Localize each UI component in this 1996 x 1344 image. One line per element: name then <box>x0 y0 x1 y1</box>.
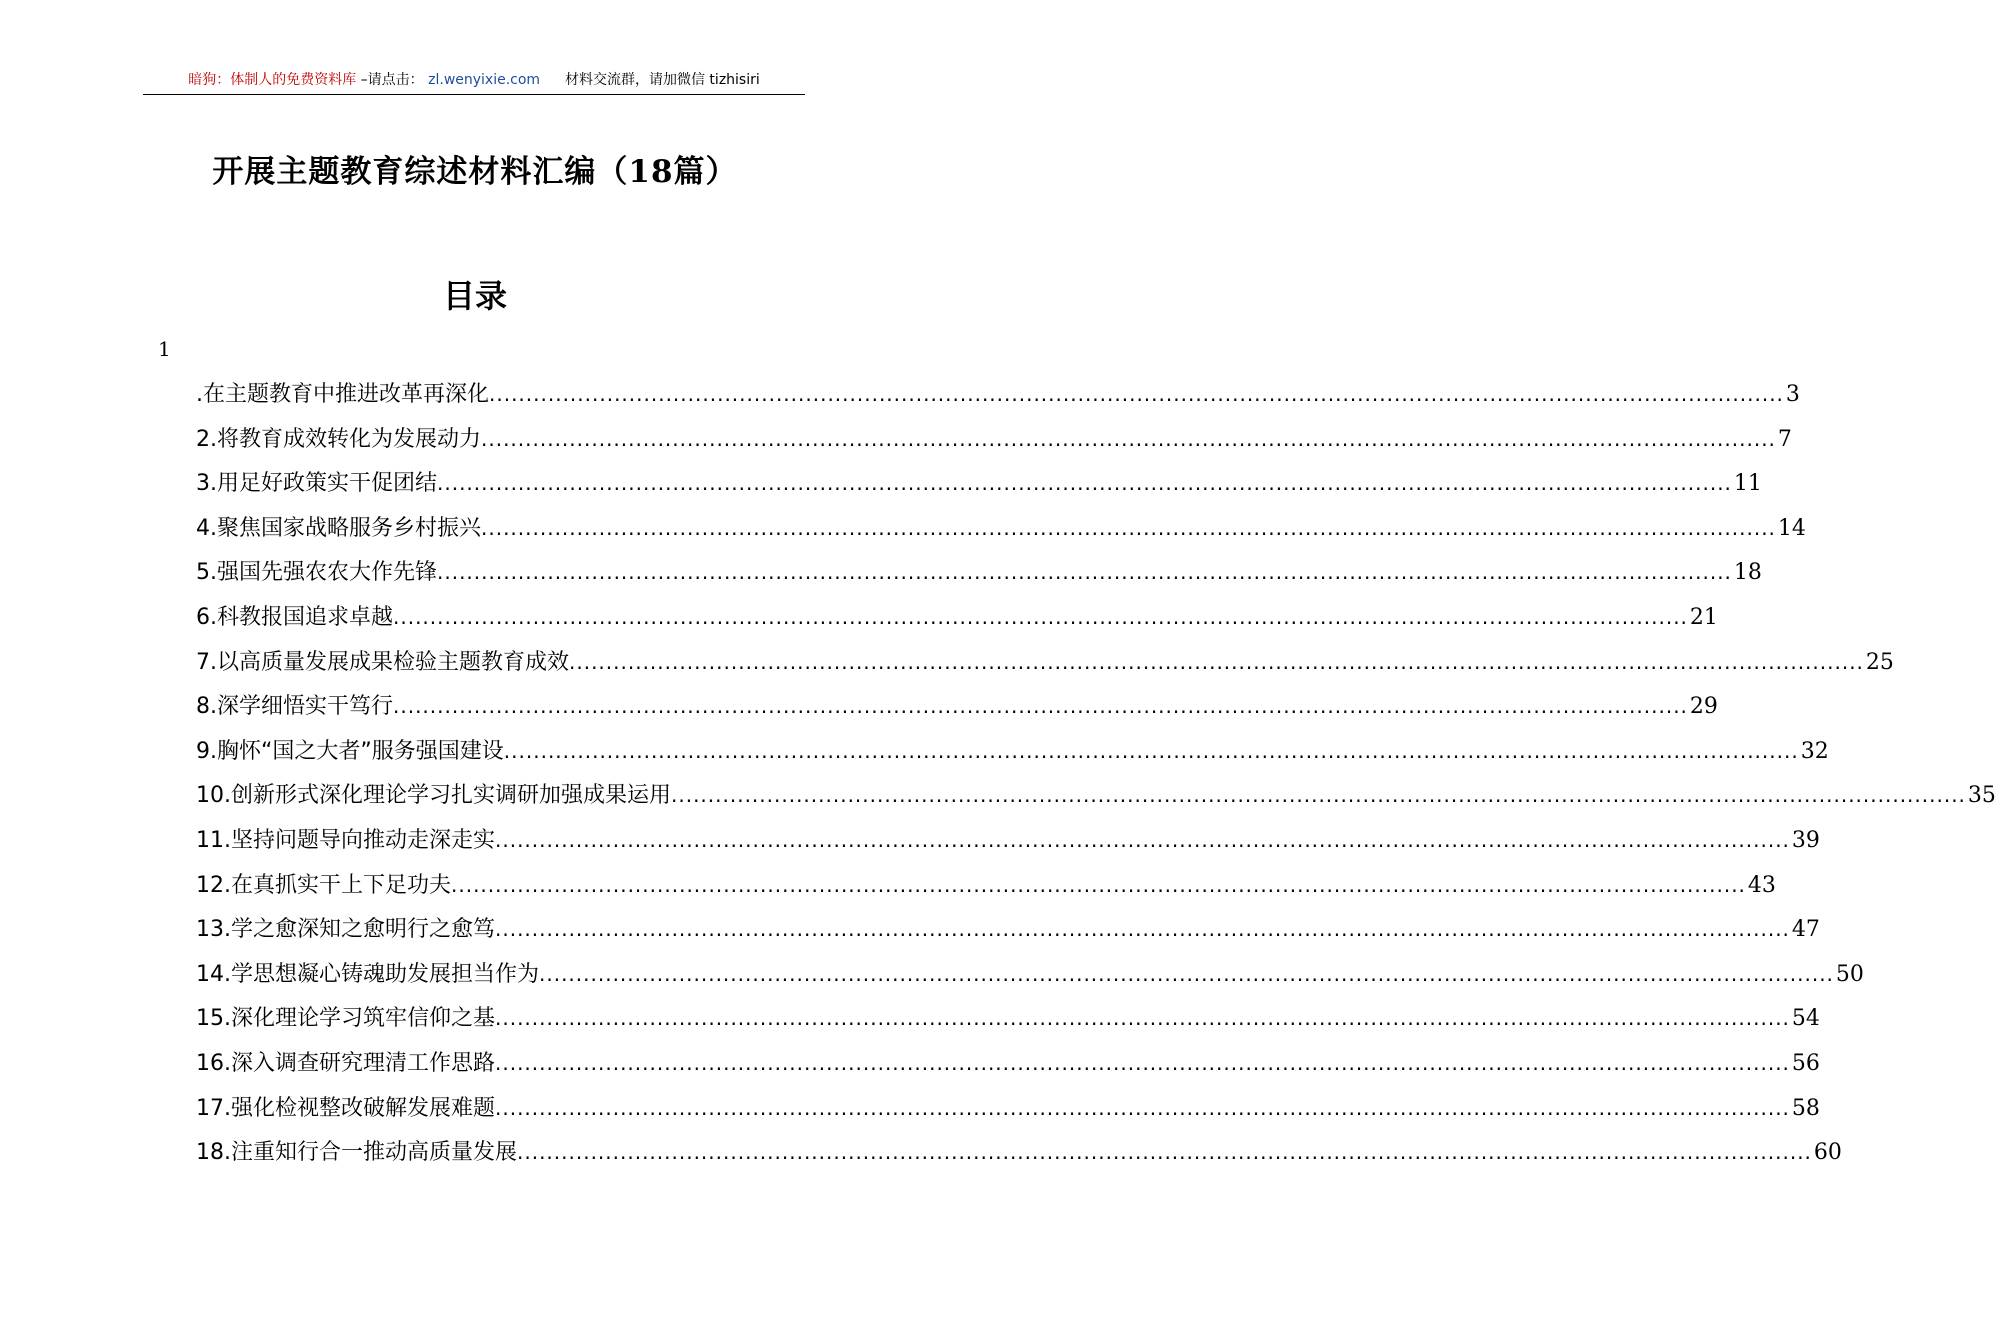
document-title: 开展主题教育综述材料汇编（18篇） <box>212 154 738 190</box>
toc-entry-page: 47 <box>1791 917 1820 943</box>
toc-entry[interactable] <box>196 729 1829 774</box>
toc-entry-page: 43 <box>1747 872 1776 898</box>
toc-leader-dots <box>481 417 1776 462</box>
toc-entry[interactable] <box>196 1041 1820 1086</box>
page-header <box>143 66 805 95</box>
toc-entry-title: 15.深化理论学习筑牢信仰之基 <box>196 1006 495 1032</box>
toc-entry-page: 58 <box>1791 1095 1820 1121</box>
toc-entry-page: 32 <box>1800 738 1829 764</box>
toc-entry-title: 9.胸怀“国之大者”服务强国建设 <box>196 738 504 764</box>
toc-entry[interactable] <box>196 461 1762 506</box>
toc-entry[interactable] <box>196 996 1820 1041</box>
toc-entry-page: 29 <box>1689 694 1718 720</box>
toc-entry-page: 7 <box>1777 426 1792 452</box>
toc-entry-title: 12.在真抓实干上下足功夫 <box>196 872 451 898</box>
toc-entry[interactable] <box>196 372 1800 417</box>
toc-leader-dots <box>504 729 1799 774</box>
toc-entry-title: 6.科教报国追求卓越 <box>196 604 393 630</box>
toc-entry-title: 7.以高质量发展成果检验主题教育成效 <box>196 649 569 675</box>
toc-entry[interactable] <box>196 863 1776 908</box>
header-prompt: –请点击： <box>360 72 424 88</box>
toc-leader-dots <box>393 595 1688 640</box>
toc-entry-page: 14 <box>1777 515 1806 541</box>
toc-entry[interactable] <box>196 595 1718 640</box>
toc-entry[interactable] <box>196 684 1718 729</box>
toc-entry-title: 3.用足好政策实干促团结 <box>196 471 437 497</box>
toc-entry-title: 2.将教育成效转化为发展动力 <box>196 426 481 452</box>
toc-entry[interactable] <box>196 773 1996 818</box>
toc-leader-dots <box>495 996 1790 1041</box>
toc-entry-page: 56 <box>1791 1050 1820 1076</box>
toc-entry[interactable] <box>196 907 1820 952</box>
toc-entry-title: 13.学之愈深知之愈明行之愈笃 <box>196 917 495 943</box>
toc-entry-page: 3 <box>1785 382 1800 407</box>
toc-entry-page: 50 <box>1835 961 1864 987</box>
header-link[interactable]: zl.wenyixie.com <box>428 72 541 88</box>
toc-lead-number: 1 <box>158 337 171 361</box>
toc-leader-dots <box>495 907 1790 952</box>
toc-entry-title: 18.注重知行合一推动高质量发展 <box>196 1140 517 1166</box>
toc-entry-title: 10.创新形式深化理论学习扎实调研加强成果运用 <box>196 783 671 809</box>
toc-leader-dots <box>495 1041 1790 1086</box>
toc-entry-page: 60 <box>1813 1140 1842 1166</box>
toc-leader-dots <box>495 1086 1790 1131</box>
toc-entry-title: 17.强化检视整改破解发展难题 <box>196 1095 495 1121</box>
toc-entry-title: 8.深学细悟实干笃行 <box>196 694 393 720</box>
toc-leader-dots <box>495 818 1790 863</box>
toc-entry-title: 4.聚焦国家战略服务乡村振兴 <box>196 515 481 541</box>
toc-leader-dots <box>489 372 1784 417</box>
toc-entry-title: .在主题教育中推进改革再深化 <box>196 382 489 407</box>
toc-entry-title: 14.学思想凝心铸魂助发展担当作为 <box>196 961 539 987</box>
toc-entry[interactable] <box>196 506 1806 551</box>
toc-entry[interactable] <box>196 818 1820 863</box>
toc-leader-dots <box>451 863 1746 908</box>
toc-entry[interactable] <box>196 952 1864 997</box>
toc-entry[interactable] <box>196 640 1894 685</box>
toc-entry-title: 16.深入调查研究理清工作思路 <box>196 1050 495 1076</box>
toc-entry-page: 18 <box>1733 560 1762 586</box>
toc-leader-dots <box>569 640 1864 685</box>
toc-leader-dots <box>517 1130 1812 1175</box>
header-brand: 暗狗：体制人的免费资料库 <box>188 72 357 88</box>
toc-entry-page: 54 <box>1791 1006 1820 1032</box>
toc-entry-page: 25 <box>1865 649 1894 675</box>
table-of-contents <box>196 372 1996 1175</box>
toc-entry-page: 11 <box>1733 471 1762 497</box>
toc-heading: 目录 <box>442 277 507 315</box>
toc-entry-page: 39 <box>1791 827 1820 853</box>
toc-leader-dots <box>539 952 1834 997</box>
toc-entry-title: 11.坚持问题导向推动走深走实 <box>196 827 495 853</box>
toc-entry-page: 35 <box>1967 783 1996 809</box>
toc-entry-page: 21 <box>1689 604 1718 630</box>
toc-entry-title: 5.强国先强农农大作先锋 <box>196 560 437 586</box>
toc-entry[interactable] <box>196 1086 1820 1131</box>
toc-entry[interactable] <box>196 1130 1842 1175</box>
toc-leader-dots <box>393 684 1688 729</box>
toc-entry[interactable] <box>196 550 1762 595</box>
toc-leader-dots <box>671 773 1966 818</box>
toc-entry[interactable] <box>196 417 1792 462</box>
toc-leader-dots <box>437 461 1732 506</box>
header-contact: 材料交流群，请加微信 tizhisiri <box>564 72 760 88</box>
toc-leader-dots <box>437 550 1732 595</box>
toc-leader-dots <box>481 506 1776 551</box>
